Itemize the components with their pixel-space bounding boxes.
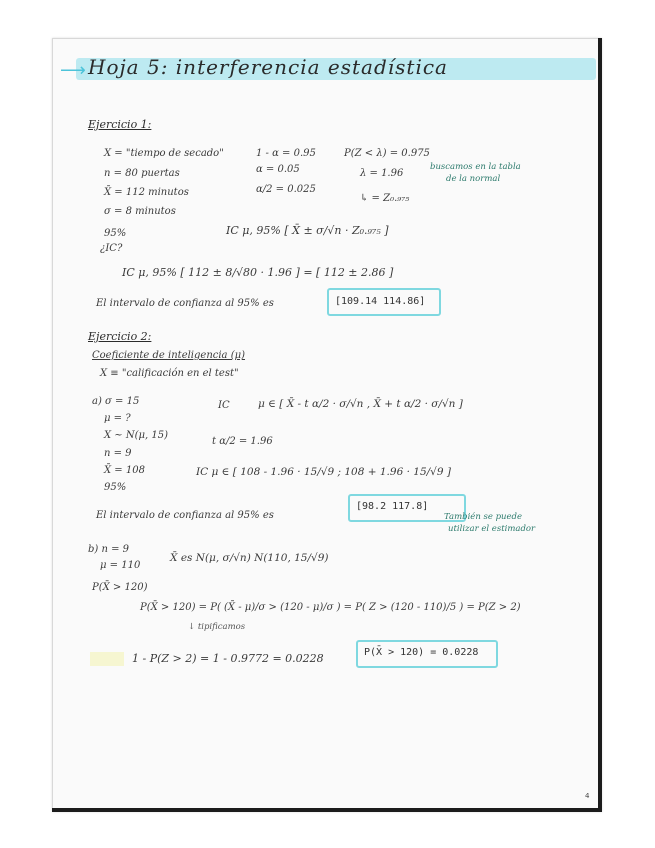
ex1-sigma: σ = 8 minutos: [104, 206, 176, 217]
page-edge-right: [598, 38, 602, 810]
ex1-n: n = 80 puertas: [104, 168, 180, 179]
ex2-xbar: X̄ = 108: [104, 465, 145, 476]
ex1-result: [109.14 114.86]: [335, 296, 426, 307]
ex1-lambda: λ = 1.96: [360, 168, 404, 179]
ex1-alpha3: α/2 = 0.025: [256, 184, 316, 195]
ex2-heading: Ejercicio 2:: [88, 330, 152, 343]
ex1-question: ¿IC?: [100, 243, 123, 254]
ex2-mu: μ = ?: [104, 413, 131, 424]
arrow-icon: ⟶: [60, 60, 86, 81]
ex1-ic-calc: IC μ, 95% [ 112 ± 8/√80 · 1.96 ] = [ 112 ± 2.86 ]: [122, 266, 394, 279]
ex2-final-result: P(X̄ > 120) = 0.0228: [364, 647, 479, 658]
ex2-prob-calc: P(X̄ > 120) = P( (X̄ - μ)/σ > (120 - μ)/σ ) = P( Z > (120 - 110)/5 ) = P(Z > 2): [140, 602, 521, 613]
ex1-xbar: X̄ = 112 minutos: [104, 187, 189, 198]
ex1-x-def: X = "tiempo de secado": [104, 148, 224, 159]
ex2-n: n = 9: [104, 448, 132, 459]
ex2-note-1: También se puede: [444, 512, 523, 522]
ex1-alpha1: 1 - α = 0.95: [256, 148, 316, 159]
faint-highlight: [90, 652, 124, 666]
ex2-ic-calc: IC μ ∈ [ 108 - 1.96 · 15/√9 ; 108 + 1.96 · 15/√9 ]: [196, 466, 451, 478]
ex2-result-text: El intervalo de confianza al 95% es: [96, 510, 274, 521]
ex2-result: [98.2 117.8]: [356, 501, 429, 512]
ex2-tipificamos: ↓ tipificamos: [188, 622, 246, 632]
ex1-p1: P(Z < λ) = 0.975: [344, 148, 430, 159]
ex2-coef: Coeficiente de inteligencia (μ): [92, 350, 246, 361]
ex1-z: ↳ = Z₀.₉₇₅: [360, 193, 410, 204]
ex1-conf: 95%: [104, 228, 127, 239]
ex2-note-2: utilizar el estimador: [448, 524, 536, 534]
page-edge-bottom: [52, 808, 602, 812]
ex2-dist: X ~ N(μ, 15): [104, 430, 168, 441]
ex2-b-n: b) n = 9: [88, 544, 130, 555]
ex1-note-1: buscamos en la tabla: [430, 162, 521, 172]
ex2-conf: 95%: [104, 482, 127, 493]
ex2-t: t α/2 = 1.96: [212, 436, 273, 447]
ex2-ic-formula: μ ∈ [ X̄ - t α/2 · σ/√n , X̄ + t α/2 · σ/√n ]: [258, 398, 463, 410]
ex1-ic-formula: IC μ, 95% [ X̄ ± σ/√n · Z₀.₉₇₅ ]: [226, 224, 389, 237]
ex2-a-sigma: a) σ = 15: [92, 396, 140, 407]
ex2-ic-label: IC: [218, 400, 230, 411]
ex2-final-calc: 1 - P(Z > 2) = 1 - 0.9772 = 0.0228: [132, 652, 324, 665]
ex1-alpha2: α = 0.05: [256, 164, 300, 175]
page-number: 4: [585, 792, 590, 800]
ex1-note-2: de la normal: [446, 174, 501, 184]
ex1-result-text: El intervalo de confianza al 95% es: [96, 298, 274, 309]
ex2-b-dist: X̄ es N(μ, σ/√n) N(110, 15/√9): [170, 552, 329, 564]
ex2-prob-question: P(X̄ > 120): [92, 582, 148, 593]
page-title: Hoja 5: interferencia estadística: [88, 55, 448, 79]
ex2-b-mu: μ = 110: [100, 560, 141, 571]
ex2-x-def: X ≡ "calificación en el test": [100, 368, 239, 379]
ex1-heading: Ejercicio 1:: [88, 118, 152, 131]
